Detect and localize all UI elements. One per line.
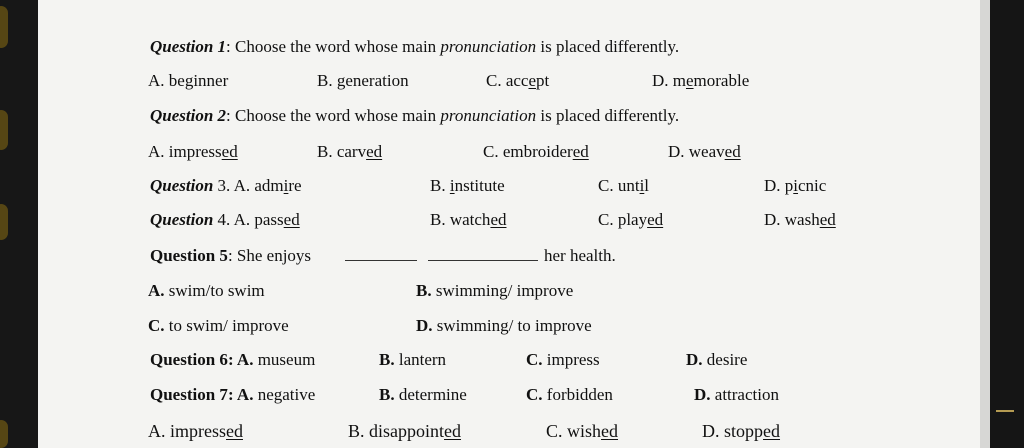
option-c[interactable]: C. wished	[546, 421, 619, 441]
option-d[interactable]: D. attraction	[694, 385, 779, 404]
margin-mark	[0, 420, 8, 448]
page-edge-strip	[980, 0, 990, 448]
option-a[interactable]: A. beginner	[148, 71, 229, 90]
question-3-label: Question	[150, 176, 214, 195]
question-1-label: Question 1	[150, 37, 227, 56]
option-c[interactable]: C. forbidden	[526, 385, 613, 404]
option-b[interactable]: B. determine	[379, 385, 467, 404]
option-b[interactable]: B. generation	[317, 71, 409, 90]
worksheet-page: Question 1: Choose the word whose main pronunciation is placed differently. A. beginner B. generation C. accept D. memorable Question 2: Choose the word whose main pronunciation is placed differently. A. impressed B. carved C. embroidered D. weaved Question 3. A. admire B. institute C. until D. picnic Question 4. A. passed B. watched C. played D. washed Question 5: She enjoys her health. A. swim/to swim B. swimming/ improve C. to swim/ improve D. swimming/ to improve Question 6: A. museum B. lantern C. impress D. desire Question 7: A. negative B. determine C. forbidden D. attraction A. impressed B. disappointed C. wished D. stopped	[38, 0, 990, 448]
option-d[interactable]: D. picnic	[764, 176, 827, 195]
option-c[interactable]: C. until	[598, 176, 650, 195]
margin-mark	[0, 204, 8, 240]
option-a[interactable]: A. impressed	[148, 421, 243, 441]
margin-tick	[996, 410, 1014, 412]
question-7-label: Question 7	[150, 385, 228, 404]
margin-mark	[0, 6, 8, 48]
option-c[interactable]: C. impress	[526, 350, 600, 369]
option-d[interactable]: D. swimming/ to improve	[416, 316, 592, 335]
option-a[interactable]: A. impressed	[148, 142, 238, 161]
option-b[interactable]: B. lantern	[379, 350, 447, 369]
option-a[interactable]: : A. negative	[227, 385, 316, 404]
option-c[interactable]: C. to swim/ improve	[148, 316, 289, 335]
question-4-label: Question	[150, 210, 214, 229]
option-b[interactable]: B. institute	[430, 176, 505, 195]
option-b[interactable]: B. disappointed	[348, 421, 462, 441]
option-d[interactable]: D. stopped	[702, 421, 781, 441]
option-b[interactable]: B. swimming/ improve	[416, 281, 574, 300]
option-d[interactable]: D. weaved	[668, 142, 741, 161]
option-a[interactable]: 4. A. passed	[213, 210, 300, 229]
option-c[interactable]: C. accept	[486, 71, 550, 90]
option-c[interactable]: C. embroidered	[483, 142, 589, 161]
option-d[interactable]: D. washed	[764, 210, 836, 229]
option-c[interactable]: C. played	[598, 210, 664, 229]
right-margin	[990, 0, 1024, 448]
option-d[interactable]: D. memorable	[652, 71, 750, 90]
question-6-label: Question 6	[150, 350, 228, 369]
left-margin	[0, 0, 38, 448]
margin-mark	[0, 110, 8, 150]
option-a[interactable]: : A. museum	[227, 350, 316, 369]
option-d[interactable]: D. desire	[686, 350, 748, 369]
question-2-label: Question 2	[150, 106, 227, 125]
option-b[interactable]: B. watched	[430, 210, 507, 229]
answer-blank[interactable]	[345, 248, 417, 261]
option-a[interactable]: A. swim/to swim	[148, 281, 265, 300]
option-a[interactable]: 3. A. admire	[213, 176, 302, 195]
question-5-label: Question 5	[150, 246, 228, 265]
option-b[interactable]: B. carved	[317, 142, 383, 161]
answer-blank[interactable]	[428, 248, 538, 261]
